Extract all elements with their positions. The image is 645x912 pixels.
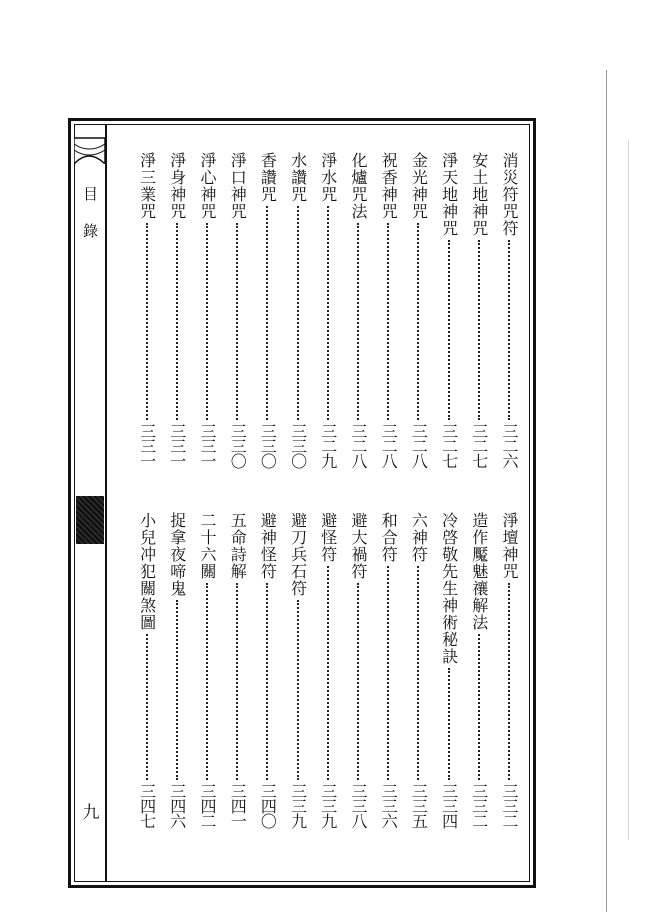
- toc-entry-page: 三三〇: [258, 423, 278, 468]
- toc-entry: [345, 152, 371, 468]
- toc-entry-title: 捉拿夜啼鬼: [167, 512, 187, 597]
- toc-dot-leader: [387, 223, 389, 420]
- toc-dot-leader: [357, 223, 359, 420]
- toc-dot-leader: [327, 206, 329, 420]
- toc-entry-title: 安土地神咒: [469, 152, 489, 237]
- toc-entry-title: 淨壇神咒: [500, 512, 519, 580]
- toc-entry: [315, 152, 341, 468]
- toc-entry: [285, 512, 311, 828]
- toc-dot-leader: [176, 223, 178, 420]
- toc-entry-title: 消災符咒符: [500, 152, 519, 237]
- toc-entry: [466, 152, 492, 468]
- toc-dot-leader: [357, 583, 359, 780]
- toc-dot-leader: [417, 223, 419, 420]
- toc-dot-leader: [478, 634, 480, 780]
- toc-dot-leader: [206, 583, 208, 780]
- toc-entry-title: 造作魘魅禳解法: [469, 512, 489, 631]
- toc-entry-page: 三四七: [137, 783, 157, 828]
- toc-entry-page: 三三二: [469, 783, 489, 828]
- toc-entry-title: 避大禍符: [349, 512, 368, 580]
- toc-dot-leader: [417, 566, 419, 780]
- toc-entry-page: 三四〇: [258, 783, 278, 828]
- toc-dot-leader: [146, 634, 148, 780]
- toc-entry: [254, 512, 280, 828]
- toc-entry-page: 三三一: [167, 423, 187, 468]
- toc-entry: [285, 152, 311, 468]
- toc-entry: [466, 512, 492, 828]
- toc-entry-page: 三二九: [318, 423, 338, 468]
- toc-dot-leader: [146, 223, 148, 420]
- toc-entry: [375, 152, 401, 468]
- section-label: 目錄: [81, 186, 99, 260]
- toc-entry-title: 冷啓敬先生神術秘訣: [439, 512, 459, 665]
- toc-dot-leader: [176, 600, 178, 780]
- toc-entry-page: 三三八: [349, 783, 368, 828]
- toc-dot-leader: [297, 206, 299, 420]
- toc-entry: [496, 152, 522, 468]
- scan-edge-line: [606, 70, 607, 912]
- toc-dot-leader: [327, 566, 329, 780]
- toc-entry: [194, 512, 220, 828]
- scan-edge-line-faint: [628, 140, 629, 840]
- toc-dot-leader: [387, 566, 389, 780]
- toc-entry: [194, 152, 220, 468]
- toc-entry-title: 金光神咒: [409, 152, 429, 220]
- fish-tail-block: [76, 496, 104, 544]
- toc-dot-leader: [448, 668, 450, 780]
- toc-entry-page: 三三一: [137, 423, 157, 468]
- toc-entry-title: 水讚咒: [288, 152, 308, 203]
- page-number: 九: [82, 803, 100, 823]
- toc-entry-page: 三三二: [500, 783, 519, 828]
- toc-dot-leader: [297, 600, 299, 780]
- toc-entry: [224, 512, 250, 828]
- toc-dot-leader: [236, 583, 238, 780]
- toc-entry-title: 祝香神咒: [379, 152, 399, 220]
- toc-entry: [164, 512, 190, 828]
- toc-entry-title: 避怪符: [318, 512, 338, 563]
- toc-entry-title: 淨身神咒: [167, 152, 187, 220]
- toc-entry-page: 三三九: [288, 783, 308, 828]
- toc-entry-title: 五命詩解: [228, 512, 248, 580]
- toc-entry-page: 三二七: [439, 423, 459, 468]
- toc-entry-page: 三二七: [469, 423, 489, 468]
- toc-entry-page: 三三六: [379, 783, 399, 828]
- gutter-divider: [105, 124, 107, 882]
- toc-entry: [164, 152, 190, 468]
- toc-dot-leader: [448, 240, 450, 420]
- toc-entry: [134, 512, 160, 828]
- toc-entry-page: 三二八: [349, 423, 368, 468]
- toc-entry-page: 三二六: [500, 423, 519, 468]
- toc-entry: [224, 152, 250, 468]
- fish-tail-ornament: [74, 124, 105, 164]
- toc-entry-page: 三三〇: [228, 423, 248, 468]
- toc-entry-title: 淨水咒: [318, 152, 338, 203]
- toc-dot-leader: [266, 206, 268, 420]
- toc-dot-leader: [206, 223, 208, 420]
- toc-entry-page: 三二八: [379, 423, 399, 468]
- toc-entry: [496, 512, 522, 828]
- toc-entry-page: 三三五: [409, 783, 429, 828]
- toc-entry-title: 和合符: [379, 512, 399, 563]
- toc-entry: [134, 152, 160, 468]
- toc-entry-page: 三二八: [409, 423, 429, 468]
- toc-entry-title: 六神符: [409, 512, 429, 563]
- toc-entry-title: 淨三業咒: [137, 152, 157, 220]
- toc-entry: [436, 152, 462, 468]
- toc-entry-title: 香讚咒: [258, 152, 278, 203]
- toc-entry-page: 三三四: [439, 783, 459, 828]
- toc-entry-page: 三三〇: [288, 423, 308, 468]
- toc-dot-leader: [478, 240, 480, 420]
- toc-dot-leader: [508, 583, 510, 780]
- toc-entry-page: 三三一: [198, 423, 217, 468]
- toc-entry-title: 淨口神咒: [228, 152, 248, 220]
- toc-entry-title: 淨心神咒: [198, 152, 217, 220]
- toc-dot-leader: [508, 240, 510, 420]
- toc-entry: [254, 152, 280, 468]
- toc-entry: [315, 512, 341, 828]
- toc-entry: [405, 152, 431, 468]
- toc-entry: [345, 512, 371, 828]
- toc-entry: [405, 512, 431, 828]
- toc-entry-page: 三三九: [318, 783, 338, 828]
- toc-entry-title: 避刀兵石符: [288, 512, 308, 597]
- toc-entry-title: 小兒冲犯關煞圖: [137, 512, 157, 631]
- toc-dot-leader: [266, 583, 268, 780]
- toc-entry: [375, 512, 401, 828]
- toc-dot-leader: [236, 223, 238, 420]
- toc-entry-title: 二十六關: [198, 512, 217, 580]
- toc-entry-title: 淨天地神咒: [439, 152, 459, 237]
- toc-entry-page: 三四二: [198, 783, 217, 828]
- toc-entry-page: 三四一: [228, 783, 248, 828]
- toc-entry: [436, 512, 462, 828]
- toc-entry-title: 避神怪符: [258, 512, 278, 580]
- toc-entry-title: 化爐咒法: [349, 152, 368, 220]
- toc-entry-page: 三四六: [167, 783, 187, 828]
